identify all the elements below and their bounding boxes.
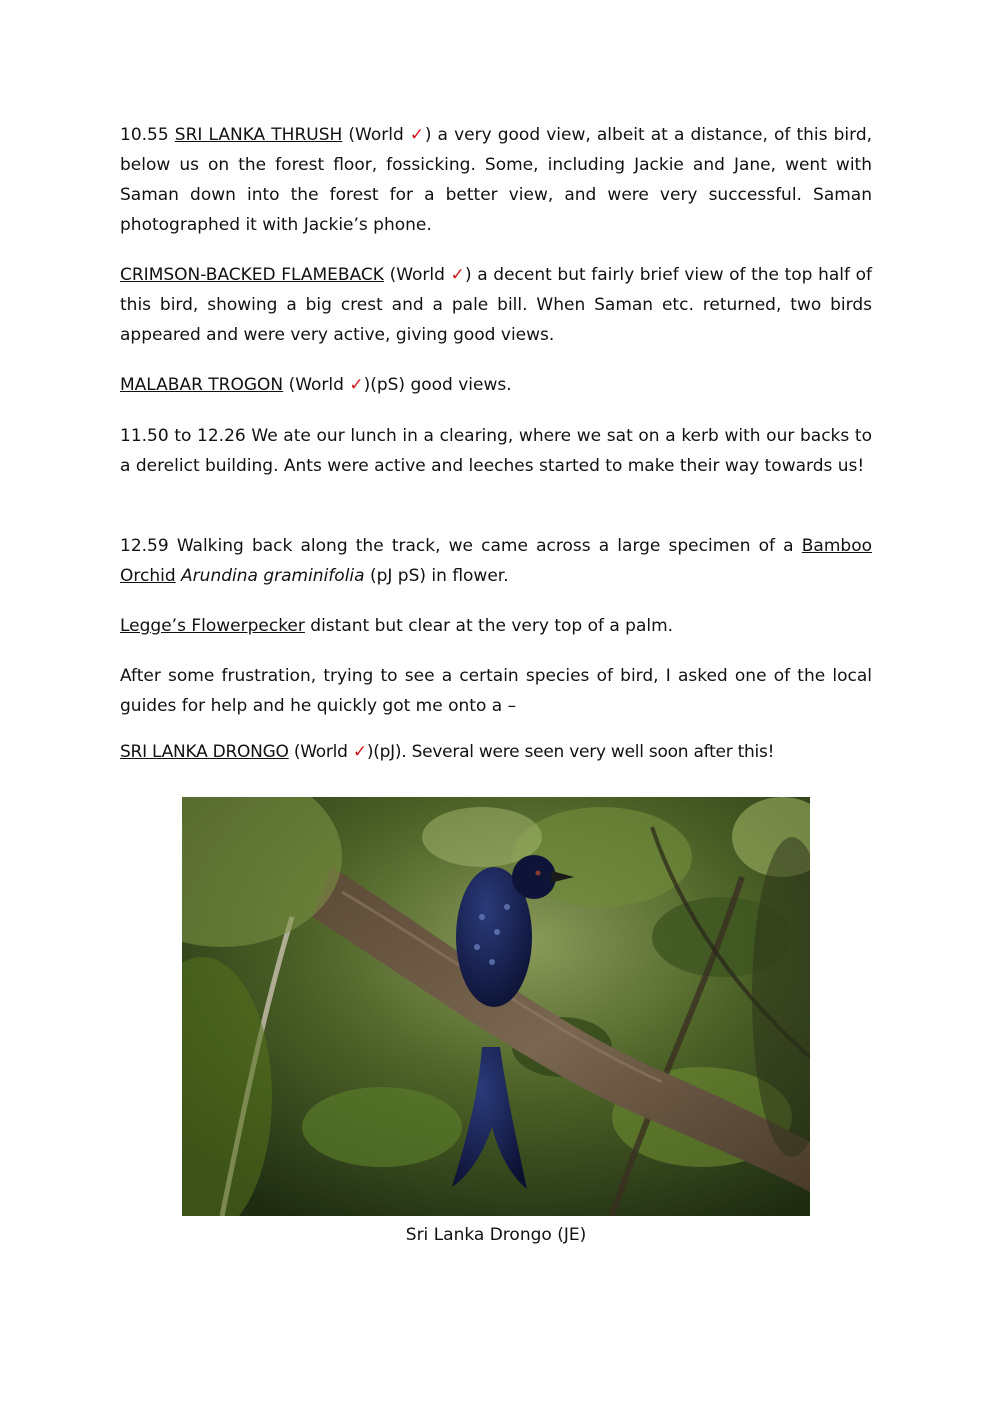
world-tag: (World [389,265,451,285]
paragraph-frustration [120,661,872,721]
world-tag: (World [293,742,353,762]
drongo-photo-illustration [182,797,810,1216]
tag-close: )(pJ). Several were seen very well soon after this! [366,742,775,762]
paragraph-legges-flowerpecker [120,611,872,641]
world-tag: (World [348,125,410,145]
paragraph-text: a very good view, albeit at a distance, of this bird, below us on the forest floor, fossicking. Some, including Jackie and Jane, went with Saman down into the forest for a better view, and were very successful. Saman photographed it with Jackie’s phone. [120,125,873,235]
photo-caption: Sri Lanka Drongo (JE) [405,1225,587,1245]
paragraph-lunch [120,421,872,481]
paragraph-text: 11.50 to 12.26 We ate our lunch in a clearing, where we sat on a kerb with our backs to a derelict building. Ants were active and leeches started to make their way towards us! [120,426,872,476]
world-tag: (World [288,375,350,395]
species-name: Legge’s Flowerpecker [120,616,305,636]
species-name: CRIMSON-BACKED FLAMEBACK [120,265,384,285]
paragraph-text: After some frustration, trying to see a certain species of bird, I asked one of the local guides for help and he quickly got me onto a – [120,666,872,716]
paragraph-sri-lanka-thrush [120,120,872,240]
tag-close: ) [465,265,472,285]
paragraph-text: 12.59 Walking back along the track, we came across a large specimen of a [120,536,802,556]
species-name: SRI LANKA THRUSH [174,125,343,145]
paragraph-bamboo-orchid [120,531,872,591]
tag-close: ) [424,125,432,145]
paragraph-text: distant but clear at the very top of a palm. [304,616,674,636]
tag-close: )(pS) good views. [363,375,512,395]
time-stamp: 10.55 [120,125,169,145]
drongo-photo [182,797,810,1216]
species-name: MALABAR TROGON [120,375,284,395]
tick-icon: ✓ [349,375,364,395]
species-name: SRI LANKA DRONGO [120,742,289,762]
paragraph-malabar-trogon [120,370,872,400]
paragraph-text: (pJ pS) in flower. [364,566,509,586]
tick-icon: ✓ [352,742,367,762]
paragraph-crimson-backed-flameback [120,260,872,350]
tick-icon: ✓ [450,265,465,285]
tick-icon: ✓ [409,125,425,145]
paragraph-sri-lanka-drongo [120,737,872,767]
paragraph-text: a decent but fairly brief view of the top half of this bird, showing a big crest and a pale bill. When Saman etc. returned, two birds appeared and were very active, giving good views. [120,265,872,345]
species-name: Bamboo Orchid [120,536,872,586]
latin-name: Arundina graminifolia [181,566,365,586]
